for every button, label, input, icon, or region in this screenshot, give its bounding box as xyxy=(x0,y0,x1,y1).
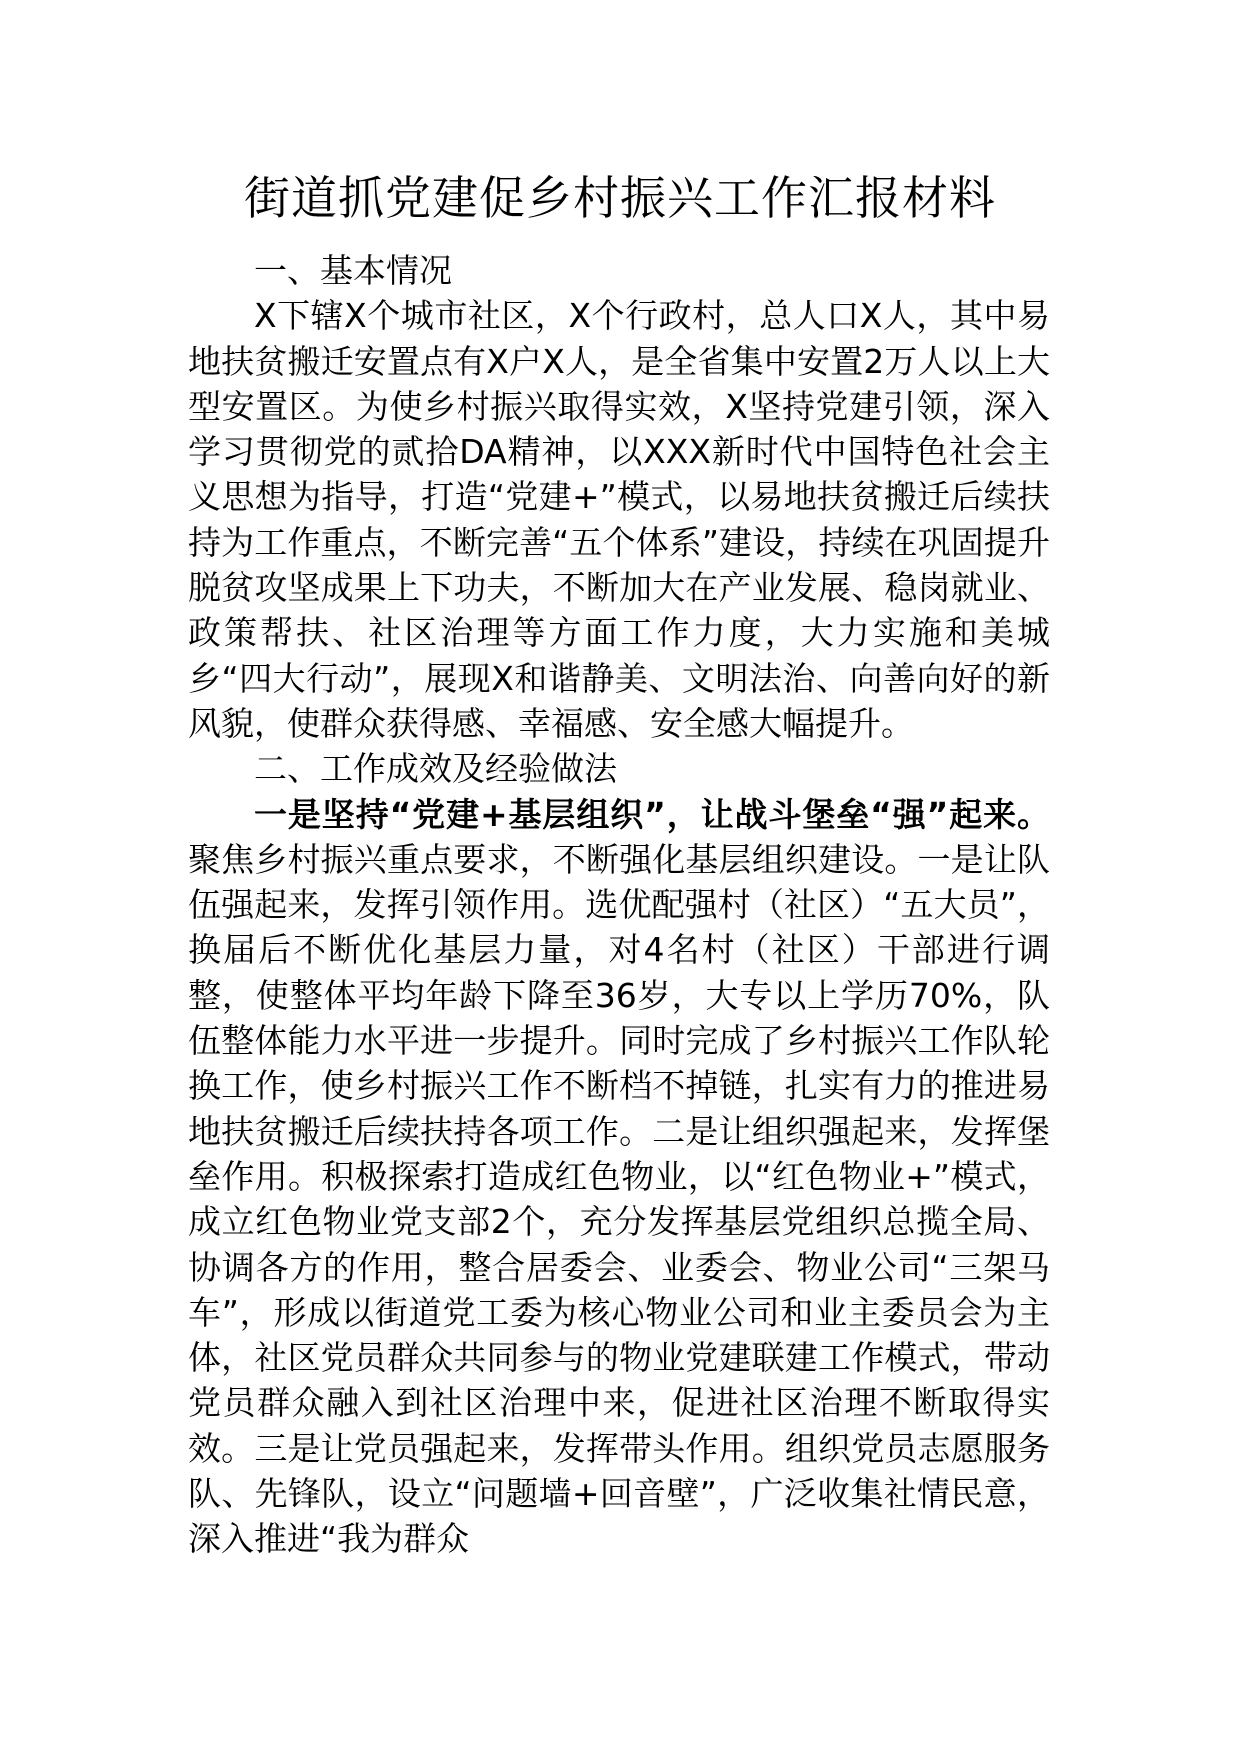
section-1-paragraph: X下辖X个城市社区，X个行政村，总人口X人，其中易地扶贫搬迁安置点有X户X人，是全省集中安置2万人以上大型安置区。为使乡村振兴取得实效，X坚持党建引领，深入学习贯彻党的贰拾DA精神，以XXX新时代中国特色社会主义思想为指导，打造“党建+”模式，以易地扶贫搬迁后续扶持为工作重点，不断完善“五个体系”建设，持续在巩固提升脱贫攻坚成果上下功夫，不断加大在产业发展、稳岗就业、政策帮扶、社区治理等方面工作力度，大力实施和美城乡“四大行动”，展现X和谐静美、文明法治、向善向好的新风貌，使群众获得感、幸福感、安全感大幅提升。 xyxy=(188,296,1050,743)
section-2-paragraph-1 xyxy=(188,792,1050,1562)
section-2-paragraph-1-lead: 一是坚持“党建+基层组织”，让战斗堡垒“强”起来。 xyxy=(254,794,1050,834)
document-body xyxy=(188,248,1050,1562)
document-title: 街道抓党建促乡村振兴工作汇报材料 xyxy=(244,171,996,225)
section-2-heading: 二、工作成效及经验做法 xyxy=(254,749,617,789)
section-2-paragraph-1-body: 聚焦乡村振兴重点要求，不断强化基层组织建设。一是让队伍强起来，发挥引领作用。选优配强村（社区）“五大员”，换届后不断优化基层力量，对4名村（社区）干部进行调整，使整体平均年龄下降至36岁，大专以上学历70%，队伍整体能力水平进一步提升。同时完成了乡村振兴工作队轮换工作，使乡村振兴工作不断档不掉链，扎实有力的推进易地扶贫搬迁后续扶持各项工作。二是让组织强起来，发挥堡垒作用。积极探索打造成红色物业，以“红色物业+”模式，成立红色物业党支部2个，充分发挥基层党组织总揽全局、协调各方的作用，整合居委会、业委会、物业公司“三架马车”，形成以街道党工委为核心物业公司和业主委员会为主体，社区党员群众共同参与的物业党建联建工作模式，带动党员群众融入到社区治理中来，促进社区治理不断取得实效。三是让党员强起来，发挥带头作用。组织党员志愿服务队、先锋队，设立“问题墙+回音壁”，广泛收集社情民意，深入推进“我为群众 xyxy=(188,839,1050,1559)
section-1-heading: 一、基本情况 xyxy=(254,251,452,290)
